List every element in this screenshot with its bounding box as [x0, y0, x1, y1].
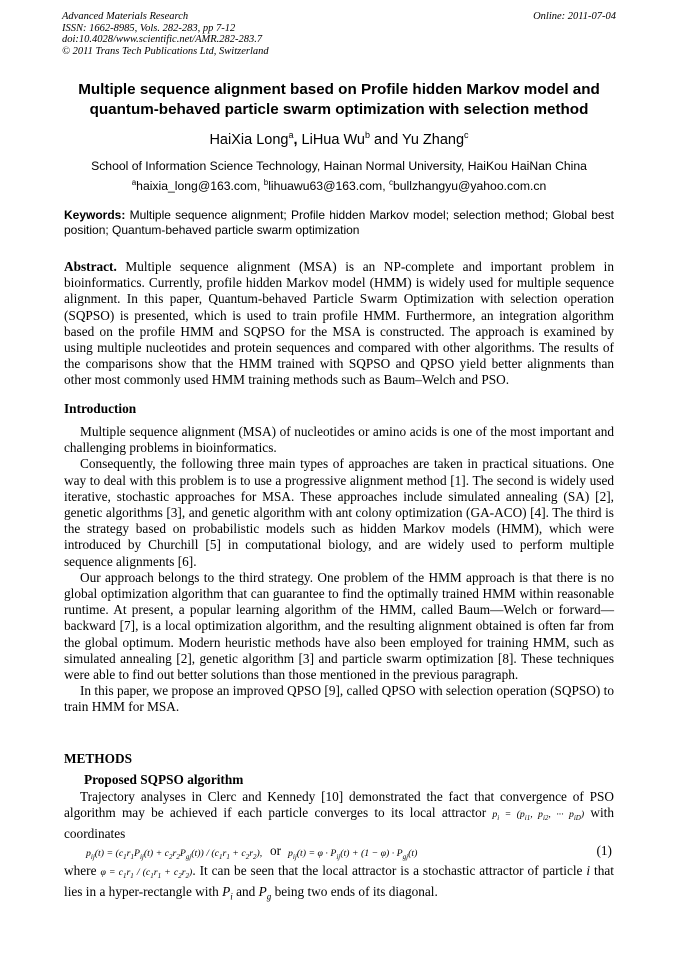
intro-paragraph: Our approach belongs to the third strategy. One problem of the HMM approach is that there is no global optimization algorithm that can guarantee to find the optimally trained HMM within reasonable runtime. At present, a popular learning algorithm of the HMM, called Baum—Welch or forward—backward [7], is a local optimization algorithm, and the resulting alignment obtained is often far from the global optimum. Modern heuristic methods have also been employed for training HMM, such as simulated annealing [2], genetic algorithm [3] and particle swarm optimization [8]. These techniques were able to find out better solutions than those mentioned in the previous paragraph. [64, 569, 614, 683]
equation-or: or [270, 843, 282, 858]
keywords-label: Keywords: [64, 208, 126, 222]
methods-heading: METHODS [64, 751, 132, 766]
intro-paragraph: Multiple sequence alignment (MSA) of nucleotides or amino acids is one of the most important and challenging problems in bioinformatics. [64, 424, 614, 456]
introduction-heading: Introduction [64, 401, 137, 416]
equation-1 [64, 845, 614, 861]
particle-i: i [586, 863, 591, 878]
attractor-formula: $p_i = (p_{i1}$, $p_{i2}$, ··· $p_{iD}$) [492, 809, 585, 823]
equation-1a: $p_{ij}(t) = (c_1r_1P_{ij}(t) + c_2r_2P_{gj}(t)) / (c_1r_1 + c_2r_2)$, [86, 848, 263, 861]
issn-line: ISSN: 1662-8985, Vols. 282-283, pp 7-12 [62, 22, 236, 34]
author-separator: , [293, 132, 302, 148]
subsection-heading: Proposed SQPSO algorithm [84, 772, 244, 787]
keywords [64, 208, 614, 238]
author-1: HaiXia Long [209, 132, 289, 148]
journal-name: Advanced Materials Research [62, 11, 189, 22]
intro-paragraph: Consequently, the following three main types of approaches are taken in practical situations. One way to deal with this problem is to use a progressive alignment method [1]. The second is widely used iterative, stochastic approaches for MSA. These approaches include simulated annealing (SA) [2], genetic algorithms [3], and genetic algorithm with ant colony optimization (GA-ACO) [4]. The third is the strategy based on probabilistic models such as hidden Markov models (HMM), which were introduced by Churchill [5] in computational biology, and are widely used to perform multiple sequence alignments [6]. [64, 456, 614, 569]
where-tail: . It can be seen that the local attractor is a stochastic attractor of particle [192, 863, 587, 878]
email-1[interactable]: haixia_long@163.com, [136, 179, 264, 193]
author-separator: and [369, 132, 402, 148]
traj-text: Trajectory analyses in Clerc and Kennedy [10] demonstrated the fact that convergence of PSO algorithm may be achieved if each particle converges to its local attractor [64, 789, 614, 821]
author-2: LiHua Wu [301, 132, 365, 148]
email-list [40, 178, 638, 194]
author-list [40, 131, 638, 149]
p-i: $P_i$ [222, 884, 233, 902]
email-2[interactable]: lihuawu63@163.com, [268, 179, 389, 193]
end-text: being two ends of its diagonal. [271, 884, 438, 900]
trajectory-paragraph [64, 789, 614, 843]
online-date: Online: 2011-07-04 [533, 11, 616, 22]
paper-title [40, 80, 638, 120]
title-line-2: quantum-behaved particle swarm optimization with selection method [89, 101, 589, 118]
introduction-body [64, 424, 614, 716]
email-1-mark: a [131, 177, 137, 187]
equation-number: (1) [596, 843, 612, 858]
author-2-mark: b [364, 130, 370, 141]
phi-formula: $\varphi = c_1r_1 / (c_1r_1 + c_2r_2)$ [100, 867, 193, 880]
where-paragraph [64, 863, 614, 905]
doi-line[interactable]: doi:10.4028/www.scientific.net/AMR.282-283.7 [62, 34, 263, 46]
author-3: Yu Zhang [401, 132, 465, 148]
email-3[interactable]: bullzhangyu@yahoo.com.cn [392, 179, 547, 193]
and-text: and [232, 884, 259, 900]
copyright-line: © 2011 Trans Tech Publications Ltd, Switzerland [62, 45, 269, 57]
email-2-mark: b [263, 177, 269, 187]
p-g: $P_g$ [258, 884, 272, 902]
abstract [64, 259, 614, 389]
intro-paragraph: In this paper, we propose an improved QPSO [9], called QPSO with selection operation (SQPSO) to train HMM for MSA. [64, 683, 614, 715]
traj-tail: with coordinates [64, 805, 614, 842]
email-3-mark: c [388, 177, 393, 187]
where-text: where [64, 863, 101, 878]
title-line-1: Multiple sequence alignment based on Profile hidden Markov model and [78, 81, 600, 98]
abstract-label: Abstract. [64, 259, 117, 274]
equation-1b: $p_{ij}(t) = \varphi \cdot P_{ij}(t) + (1 - \varphi) \cdot P_{gj}(t)$ [288, 848, 418, 861]
abstract-text: Multiple sequence alignment (MSA) is an NP-complete and important problem in bioinformatics. Currently, profile hidden Markov model (HMM) is widely used for multiple sequence alignment. In this paper, Quantum-behaved Particle Swarm Optimization with selection operation (SQPSO) is presented, which is used to train profile HMM. Furthermore, an integration algorithm based on the profile HMM and SQPSO for the MSA is constructed. The approach is examined by using multiple nucleotides and protein sequences and compared with other algorithms. The results of the comparisons show that the HMM trained with SQPSO and QPSO yield better alignments than other most commonly used HMM training methods such as Baum–Welch and PSO. [64, 259, 614, 388]
journal-header [62, 11, 616, 57]
keywords-text: Multiple sequence alignment; Profile hidden Markov model; selection method; Global best position; Quantum-behaved particle swarm optimization [64, 208, 614, 238]
author-1-mark: a [288, 130, 294, 141]
author-3-mark: c [464, 130, 469, 141]
affiliation: School of Information Science Technology, Hainan Normal University, HaiKou HaiNan China [91, 159, 587, 173]
where-tail-2: that lies in a hyper-rectangle with [64, 863, 614, 900]
